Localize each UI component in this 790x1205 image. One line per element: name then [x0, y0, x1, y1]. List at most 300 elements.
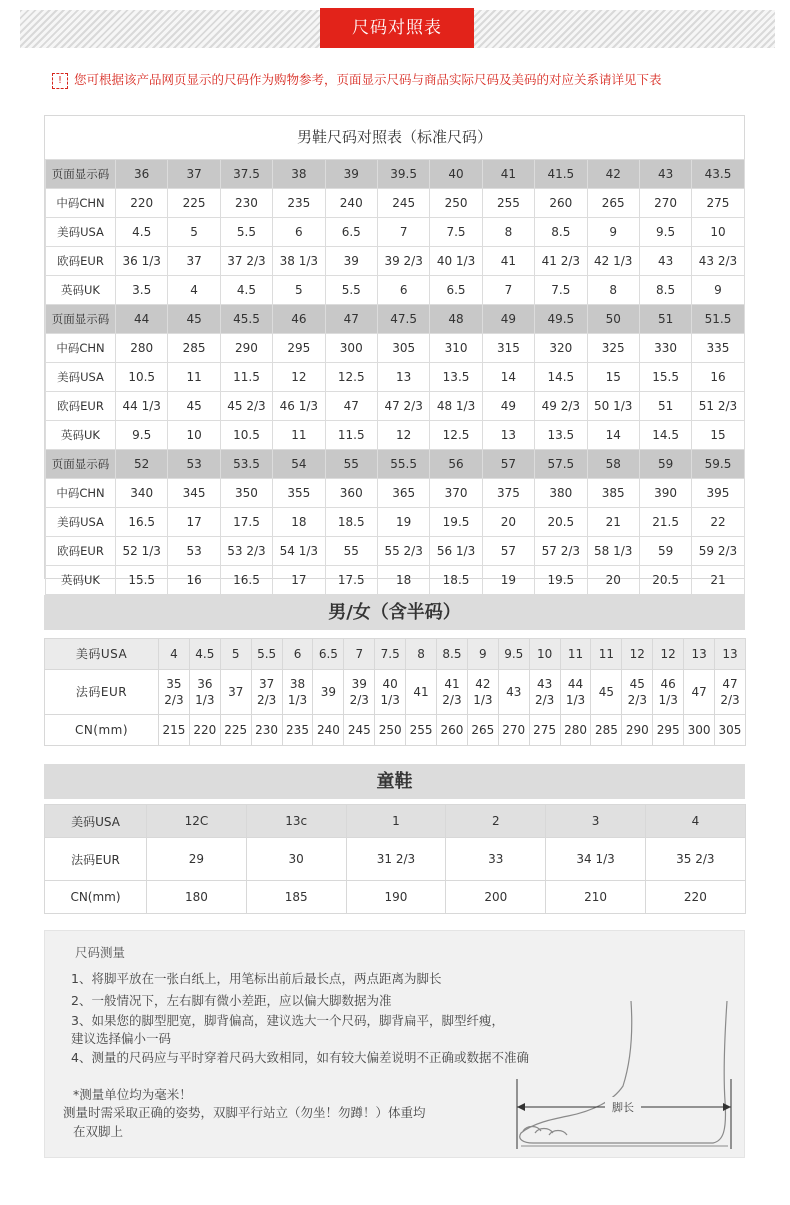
alert-icon: !	[52, 73, 68, 89]
row-label: 美码USA	[45, 639, 159, 670]
eur-whole: 44	[567, 677, 584, 691]
eur-size-cell	[684, 670, 715, 715]
eur-whole: 41	[444, 677, 460, 691]
eur-whole: 43	[536, 677, 553, 691]
measure-title: 尺码测量	[75, 945, 126, 960]
size-cell: 49.5	[535, 305, 587, 334]
eur-whole: 40	[382, 677, 398, 691]
size-cell: 58 1/3	[587, 537, 639, 566]
size-cell: 18.5	[325, 508, 377, 537]
eur-whole: 42	[475, 677, 491, 691]
size-cell: 38 1/3	[273, 247, 325, 276]
size-cell: 37	[168, 160, 220, 189]
size-cell: 58	[587, 450, 639, 479]
size-cell: 14.5	[535, 363, 587, 392]
size-row	[46, 276, 745, 305]
eur-whole: 46	[660, 677, 676, 691]
kids-size-table	[44, 804, 746, 914]
eur-fraction: 2/3	[164, 693, 184, 707]
size-cell: 10.5	[220, 421, 272, 450]
measure-step-3-cont: 建议选择偏小一码	[71, 1031, 172, 1046]
size-cell: 21	[692, 566, 744, 595]
usa-size-cell: 12	[653, 639, 684, 670]
size-cell: 4.5	[116, 218, 168, 247]
cn-size-cell: 255	[406, 715, 437, 746]
size-cell: 5.5	[325, 276, 377, 305]
size-cell: 56 1/3	[430, 537, 482, 566]
usa-size-cell: 8	[406, 639, 437, 670]
measure-step-3: 3、如果您的脚型肥宽，脚背偏高，建议选大一个尺码，脚背扁平，脚型纤瘦，	[71, 1013, 504, 1028]
row-label: 欧码EUR	[46, 392, 116, 421]
row-label: CN(mm)	[45, 881, 147, 914]
usa-size-cell: 13	[684, 639, 715, 670]
size-cell: 12	[273, 363, 325, 392]
size-cell: 15.5	[116, 566, 168, 595]
size-cell: 375	[482, 479, 534, 508]
size-row	[46, 247, 745, 276]
size-cell: 53.5	[220, 450, 272, 479]
size-cell: 355	[273, 479, 325, 508]
size-cell: 59 2/3	[692, 537, 744, 566]
usa-size-cell: 7	[344, 639, 375, 670]
eur-fraction: 2/3	[349, 693, 369, 707]
size-cell: 280	[116, 334, 168, 363]
size-cell: 13.5	[535, 421, 587, 450]
size-cell: 47.5	[377, 305, 429, 334]
size-cell: 7.5	[535, 276, 587, 305]
eur-size-cell	[251, 670, 282, 715]
size-cell: 18	[377, 566, 429, 595]
page-title: 尺码对照表	[320, 8, 474, 48]
size-cell: 55	[325, 537, 377, 566]
measure-guide	[44, 930, 745, 1158]
eur-size-cell	[529, 670, 560, 715]
eur-size-cell	[344, 670, 375, 715]
size-cell: 19.5	[430, 508, 482, 537]
eur-whole: 45	[598, 685, 615, 699]
usa-size-cell: 8.5	[437, 639, 468, 670]
size-cell: 51.5	[692, 305, 744, 334]
size-cell: 4	[168, 276, 220, 305]
size-cell: 52	[116, 450, 168, 479]
size-cell: 255	[482, 189, 534, 218]
size-header-row	[46, 450, 745, 479]
row-label: 英码UK	[46, 566, 116, 595]
size-cell: 10	[168, 421, 220, 450]
row-label: 页面显示码	[46, 450, 116, 479]
size-cell: 265	[587, 189, 639, 218]
eur-fraction: 1/3	[565, 693, 586, 707]
mens-size-table-title: 男鞋尺码对照表（标准尺码）	[296, 128, 492, 146]
size-cell: 6.5	[430, 276, 482, 305]
usa-size-cell: 4	[159, 639, 190, 670]
kids-section-title: 童鞋	[44, 764, 745, 799]
size-cell: 18	[273, 508, 325, 537]
size-cell: 16	[168, 566, 220, 595]
size-cell: 42	[587, 160, 639, 189]
eur-whole: 39	[320, 685, 337, 699]
eur-size-cell: 29	[147, 838, 247, 881]
size-cell: 51	[639, 392, 691, 421]
size-cell: 44	[116, 305, 168, 334]
size-cell: 270	[639, 189, 691, 218]
size-cell: 345	[168, 479, 220, 508]
cn-size-cell: 230	[251, 715, 282, 746]
size-cell: 21.5	[639, 508, 691, 537]
eur-size-cell	[375, 670, 406, 715]
eur-size-cell	[715, 670, 746, 715]
size-cell: 38	[273, 160, 325, 189]
size-row	[46, 421, 745, 450]
size-cell: 12.5	[325, 363, 377, 392]
row-label: 英码UK	[46, 421, 116, 450]
foot-length-label: 脚长	[612, 1101, 634, 1114]
eur-fraction: 2/3	[256, 693, 277, 707]
cn-size-cell: 245	[344, 715, 375, 746]
size-cell: 305	[377, 334, 429, 363]
usa-size-cell: 4.5	[189, 639, 220, 670]
size-row	[46, 363, 745, 392]
cn-size-cell: 290	[622, 715, 653, 746]
size-cell: 14.5	[639, 421, 691, 450]
size-cell: 47	[325, 392, 377, 421]
size-cell: 57 2/3	[535, 537, 587, 566]
size-cell: 46	[273, 305, 325, 334]
size-cell: 20.5	[535, 508, 587, 537]
usa-size-cell: 7.5	[375, 639, 406, 670]
size-cell: 47	[325, 305, 377, 334]
size-cell: 310	[430, 334, 482, 363]
size-cell: 5	[168, 218, 220, 247]
eur-whole: 38	[289, 677, 306, 691]
size-cell: 325	[587, 334, 639, 363]
eur-fraction: 1/3	[287, 693, 308, 707]
size-row	[46, 334, 745, 363]
eur-size-cell	[159, 670, 190, 715]
usa-size-cell: 12	[622, 639, 653, 670]
cn-size-cell: 265	[467, 715, 498, 746]
size-cell: 22	[692, 508, 744, 537]
size-cell: 9	[587, 218, 639, 247]
size-cell: 48 1/3	[430, 392, 482, 421]
cn-size-cell: 235	[282, 715, 313, 746]
eur-whole: 35	[166, 677, 182, 691]
eur-size-cell	[591, 670, 622, 715]
size-cell: 21	[587, 508, 639, 537]
size-cell: 8.5	[639, 276, 691, 305]
eur-size-cell: 33	[446, 838, 546, 881]
eur-size-cell	[653, 670, 684, 715]
size-cell: 46 1/3	[273, 392, 325, 421]
eur-size-cell	[189, 670, 220, 715]
usa-size-cell: 5	[220, 639, 251, 670]
size-cell: 390	[639, 479, 691, 508]
size-header-row	[46, 160, 745, 189]
size-cell: 4.5	[220, 276, 272, 305]
mens-size-table	[44, 115, 745, 587]
size-cell: 225	[168, 189, 220, 218]
size-cell: 39	[325, 247, 377, 276]
size-cell: 19.5	[535, 566, 587, 595]
eur-size-cell	[220, 670, 251, 715]
size-cell: 45.5	[220, 305, 272, 334]
usa-size-cell: 11	[591, 639, 622, 670]
eur-size-cell	[313, 670, 344, 715]
size-cell: 295	[273, 334, 325, 363]
usa-size-cell: 5.5	[251, 639, 282, 670]
size-cell: 59.5	[692, 450, 744, 479]
size-cell: 51 2/3	[692, 392, 744, 421]
size-cell: 8	[482, 218, 534, 247]
size-row	[45, 805, 746, 838]
size-cell: 50	[587, 305, 639, 334]
size-cell: 57	[482, 450, 534, 479]
measure-unit-note: *测量单位均为毫米！	[73, 1087, 192, 1102]
size-cell: 44 1/3	[116, 392, 168, 421]
cn-size-cell: 200	[446, 881, 546, 914]
eur-size-cell: 35 2/3	[645, 838, 745, 881]
row-label: 页面显示码	[46, 305, 116, 334]
size-row	[45, 639, 746, 670]
row-label: 美码USA	[46, 218, 116, 247]
size-cell: 39	[325, 160, 377, 189]
size-cell: 220	[116, 189, 168, 218]
size-cell: 18.5	[430, 566, 482, 595]
eur-fraction: 2/3	[442, 693, 462, 707]
size-cell: 51	[639, 305, 691, 334]
usa-size-cell: 13c	[246, 805, 346, 838]
cn-size-cell: 185	[246, 881, 346, 914]
eur-fraction: 1/3	[473, 693, 493, 707]
size-row	[45, 838, 746, 881]
size-cell: 47 2/3	[377, 392, 429, 421]
usa-size-cell: 4	[645, 805, 745, 838]
size-row	[46, 479, 745, 508]
size-cell: 360	[325, 479, 377, 508]
size-cell: 6.5	[325, 218, 377, 247]
size-cell: 57	[482, 537, 534, 566]
usa-size-cell: 3	[546, 805, 646, 838]
size-cell: 9	[692, 276, 744, 305]
size-cell: 7.5	[430, 218, 482, 247]
size-cell: 41.5	[535, 160, 587, 189]
size-cell: 56	[430, 450, 482, 479]
mens-size-grid	[45, 159, 745, 595]
row-label: 欧码EUR	[46, 537, 116, 566]
size-cell: 290	[220, 334, 272, 363]
size-cell: 7	[482, 276, 534, 305]
size-cell: 10.5	[116, 363, 168, 392]
size-cell: 15.5	[639, 363, 691, 392]
eur-whole: 43	[506, 685, 522, 699]
size-row	[45, 670, 746, 715]
usa-size-cell: 2	[446, 805, 546, 838]
size-cell: 45	[168, 392, 220, 421]
size-cell: 260	[535, 189, 587, 218]
eur-size-cell	[622, 670, 653, 715]
cn-size-cell: 225	[220, 715, 251, 746]
size-cell: 5.5	[220, 218, 272, 247]
row-label: CN(mm)	[45, 715, 159, 746]
size-cell: 250	[430, 189, 482, 218]
row-label: 美码USA	[45, 805, 147, 838]
size-cell: 16.5	[220, 566, 272, 595]
cn-size-cell: 220	[645, 881, 745, 914]
size-cell: 37	[168, 247, 220, 276]
row-label: 法码EUR	[45, 670, 159, 715]
size-cell: 17.5	[220, 508, 272, 537]
size-cell: 11.5	[220, 363, 272, 392]
size-cell: 8.5	[535, 218, 587, 247]
size-cell: 49 2/3	[535, 392, 587, 421]
size-cell: 17	[273, 566, 325, 595]
size-cell: 11	[273, 421, 325, 450]
foot-illustration	[513, 991, 738, 1151]
cn-size-cell: 220	[189, 715, 220, 746]
size-cell: 20	[587, 566, 639, 595]
size-cell: 350	[220, 479, 272, 508]
cn-size-cell: 285	[591, 715, 622, 746]
cn-size-cell: 305	[715, 715, 746, 746]
eur-size-cell: 34 1/3	[546, 838, 646, 881]
size-cell: 59	[639, 450, 691, 479]
size-cell: 45	[168, 305, 220, 334]
size-cell: 53	[168, 537, 220, 566]
size-cell: 49	[482, 392, 534, 421]
size-cell: 20	[482, 508, 534, 537]
size-cell: 320	[535, 334, 587, 363]
size-cell: 8	[587, 276, 639, 305]
cn-size-cell: 210	[546, 881, 646, 914]
size-row	[46, 566, 745, 595]
eur-whole: 39	[351, 677, 367, 691]
size-cell: 42 1/3	[587, 247, 639, 276]
usa-size-cell: 10	[529, 639, 560, 670]
eur-fraction: 2/3	[627, 693, 647, 707]
size-cell: 36 1/3	[116, 247, 168, 276]
eur-fraction: 1/3	[380, 693, 400, 707]
size-cell: 3.5	[116, 276, 168, 305]
measure-step-4: 4、测量的尺码应与平时穿着尺码大致相同，如有较大偏差说明不正确或数据不准确	[71, 1050, 529, 1065]
eur-whole: 47	[722, 677, 738, 691]
size-cell: 11.5	[325, 421, 377, 450]
eur-size-cell	[560, 670, 591, 715]
size-row	[46, 508, 745, 537]
size-cell: 12	[377, 421, 429, 450]
size-cell: 300	[325, 334, 377, 363]
size-cell: 15	[587, 363, 639, 392]
usa-size-cell: 12C	[147, 805, 247, 838]
cn-size-cell: 280	[560, 715, 591, 746]
size-cell: 55.5	[377, 450, 429, 479]
notice-text: 您可根据该产品网页显示的尺码作为购物参考，页面显示尺码与商品实际尺码及美码的对应关系请详见下表	[74, 72, 662, 87]
eur-whole: 47	[691, 685, 707, 699]
size-cell: 240	[325, 189, 377, 218]
unisex-section-title: 男/女（含半码）	[44, 595, 745, 630]
usa-size-cell: 13	[715, 639, 746, 670]
usa-size-cell: 9.5	[498, 639, 529, 670]
row-label: 页面显示码	[46, 160, 116, 189]
size-notice	[52, 70, 752, 92]
size-cell: 235	[273, 189, 325, 218]
size-cell: 16.5	[116, 508, 168, 537]
cn-size-cell: 250	[375, 715, 406, 746]
size-cell: 19	[377, 508, 429, 537]
usa-size-cell: 6	[282, 639, 313, 670]
eur-size-cell	[406, 670, 437, 715]
size-cell: 55 2/3	[377, 537, 429, 566]
size-cell: 6	[377, 276, 429, 305]
eur-fraction: 1/3	[195, 693, 215, 707]
size-cell: 39 2/3	[377, 247, 429, 276]
cn-size-cell: 275	[529, 715, 560, 746]
size-cell: 41	[482, 247, 534, 276]
size-cell: 43	[639, 160, 691, 189]
size-cell: 39.5	[377, 160, 429, 189]
size-cell: 37 2/3	[220, 247, 272, 276]
size-cell: 230	[220, 189, 272, 218]
size-cell: 54 1/3	[273, 537, 325, 566]
size-row	[46, 392, 745, 421]
size-cell: 55	[325, 450, 377, 479]
size-cell: 20.5	[639, 566, 691, 595]
row-label: 中码CHN	[46, 189, 116, 218]
measure-posture-note: 测量时需采取正确的姿势，双脚平行站立（勿坐！勿蹲！）体重均	[63, 1105, 426, 1120]
size-cell: 36	[116, 160, 168, 189]
size-cell: 59	[639, 537, 691, 566]
size-cell: 14	[482, 363, 534, 392]
unisex-size-table	[44, 638, 746, 746]
usa-size-cell: 1	[346, 805, 446, 838]
size-cell: 340	[116, 479, 168, 508]
size-cell: 275	[692, 189, 744, 218]
size-cell: 15	[692, 421, 744, 450]
size-cell: 395	[692, 479, 744, 508]
size-cell: 43 2/3	[692, 247, 744, 276]
size-cell: 12.5	[430, 421, 482, 450]
eur-size-cell	[498, 670, 529, 715]
usa-size-cell: 11	[560, 639, 591, 670]
measure-step-1: 1、将脚平放在一张白纸上，用笔标出前后最长点，两点距离为脚长	[71, 971, 442, 986]
measure-posture-note-cont: 在双脚上	[73, 1124, 124, 1139]
size-cell: 54	[273, 450, 325, 479]
size-row	[45, 715, 746, 746]
size-cell: 6	[273, 218, 325, 247]
size-cell: 14	[587, 421, 639, 450]
size-cell: 13.5	[430, 363, 482, 392]
size-cell: 43.5	[692, 160, 744, 189]
size-cell: 370	[430, 479, 482, 508]
cn-size-cell: 240	[313, 715, 344, 746]
row-label: 美码USA	[46, 363, 116, 392]
eur-whole: 36	[197, 677, 213, 691]
size-cell: 365	[377, 479, 429, 508]
row-label: 欧码EUR	[46, 247, 116, 276]
cn-size-cell: 260	[437, 715, 468, 746]
size-header-row	[46, 305, 745, 334]
size-cell: 17	[168, 508, 220, 537]
size-cell: 53	[168, 450, 220, 479]
eur-size-cell: 31 2/3	[346, 838, 446, 881]
size-cell: 9.5	[639, 218, 691, 247]
size-cell: 48	[430, 305, 482, 334]
cn-size-cell: 270	[498, 715, 529, 746]
usa-size-cell: 6.5	[313, 639, 344, 670]
cn-size-cell: 190	[346, 881, 446, 914]
size-cell: 57.5	[535, 450, 587, 479]
eur-fraction: 1/3	[658, 693, 678, 707]
size-cell: 245	[377, 189, 429, 218]
